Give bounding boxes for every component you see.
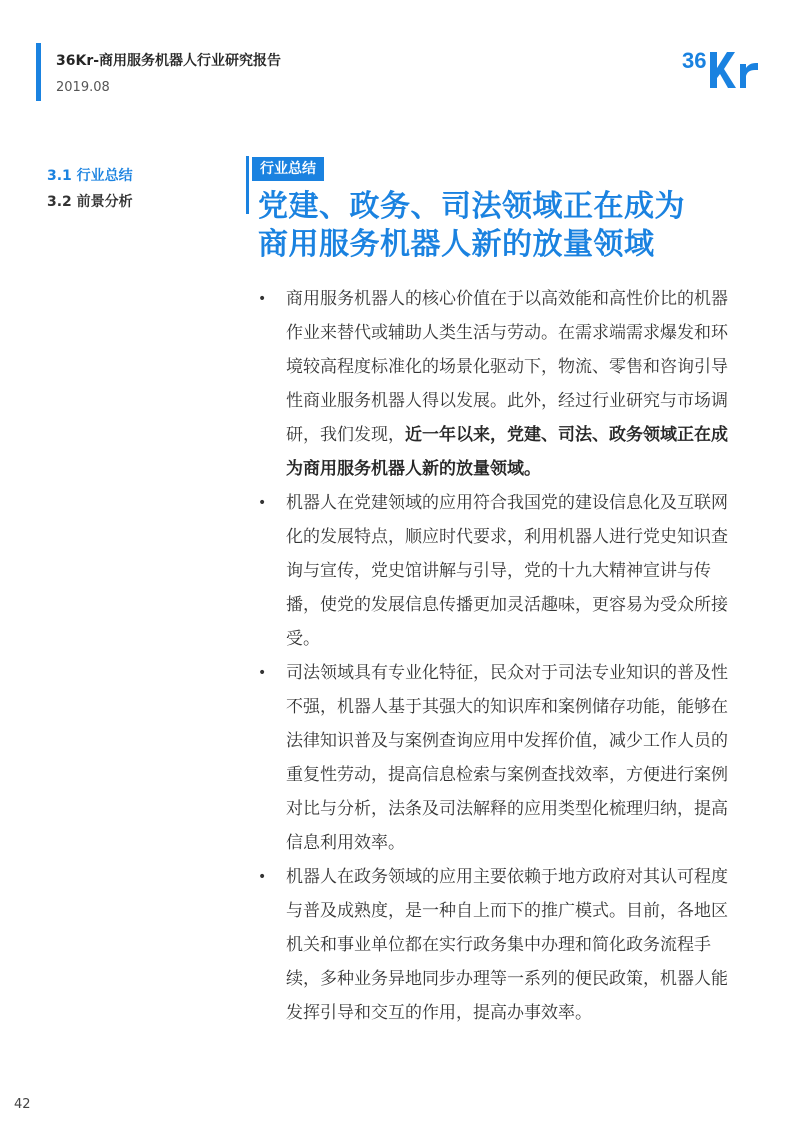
nav-item-outlook-analysis[interactable]: 3.2 前景分析 (47, 194, 133, 210)
bullet-marker: • (258, 495, 267, 511)
bullet-text: 机器人在党建领域的应用符合我国党的建设信息化及互联网化的发展特点，顺应时代要求，利用机器人进行党史知识查询与宣传，党史馆讲解与引导，党的十九大精神宣讲与传播，使党的发展信息传播更加灵活趣味，更容易为受众所接受。 (286, 493, 728, 649)
section-tag: 行业总结 (252, 157, 324, 181)
bullet-item (258, 656, 738, 860)
bullet-bold-text: 近一年以来，党建、司法、政务领域正在成为商用服务机器人新的放量领域。 (286, 425, 728, 479)
bullet-item (258, 486, 738, 656)
bullet-item (258, 860, 738, 1030)
section-headline (258, 188, 685, 264)
bullet-item (258, 282, 738, 486)
headline-line-2: 商用服务机器人新的放量领域 (258, 227, 655, 262)
nav-item-industry-summary[interactable]: 3.1 行业总结 (47, 168, 133, 184)
bullet-text: 司法领域具有专业化特征，民众对于司法专业知识的普及性不强，机器人基于其强大的知识库和案例储存功能，能够在法律知识普及与案例查询应用中发挥价值，减少工作人员的重复性劳动，提高信息检索与案例查找效率，方便进行案例对比与分析，法条及司法解释的应用类型化梳理归纳，提高信息利用效率。 (286, 663, 728, 853)
bullet-text: 商用服务机器人的核心价值在于以高效能和高性价比的机器作业来替代或辅助人类生活与劳动。在需求端需求爆发和环境较高程度标准化的场景化驱动下，物流、零售和咨询引导性商业服务机器人得以发展。此外，经过行业研究与市场调研，我们发现， (286, 289, 728, 445)
headline-line-1: 党建、政务、司法领域正在成为 (258, 189, 685, 224)
36kr-logo (680, 42, 764, 92)
report-title: 36Kr-商用服务机器人行业研究报告 (56, 53, 282, 69)
bullet-list (258, 282, 738, 1030)
bullet-text: 机器人在政务领域的应用主要依赖于地方政府对其认可程度与普及成熟度，是一种自上而下的推广模式。目前，各地区机关和事业单位都在实行政务集中办理和简化政务流程手续，多种业务异地同步办理等一系列的便民政策，机器人能发挥引导和交互的作用，提高办事效率。 (286, 867, 728, 1023)
bullet-marker: • (258, 291, 267, 307)
report-date: 2019.08 (56, 80, 110, 95)
page-number: 42 (14, 1097, 31, 1112)
bullet-marker: • (258, 665, 267, 681)
section-accent-bar (246, 156, 249, 214)
header-accent-bar (36, 43, 41, 101)
bullet-marker: • (258, 869, 267, 885)
side-nav (47, 163, 133, 215)
svg-text:36: 36 (682, 48, 707, 73)
